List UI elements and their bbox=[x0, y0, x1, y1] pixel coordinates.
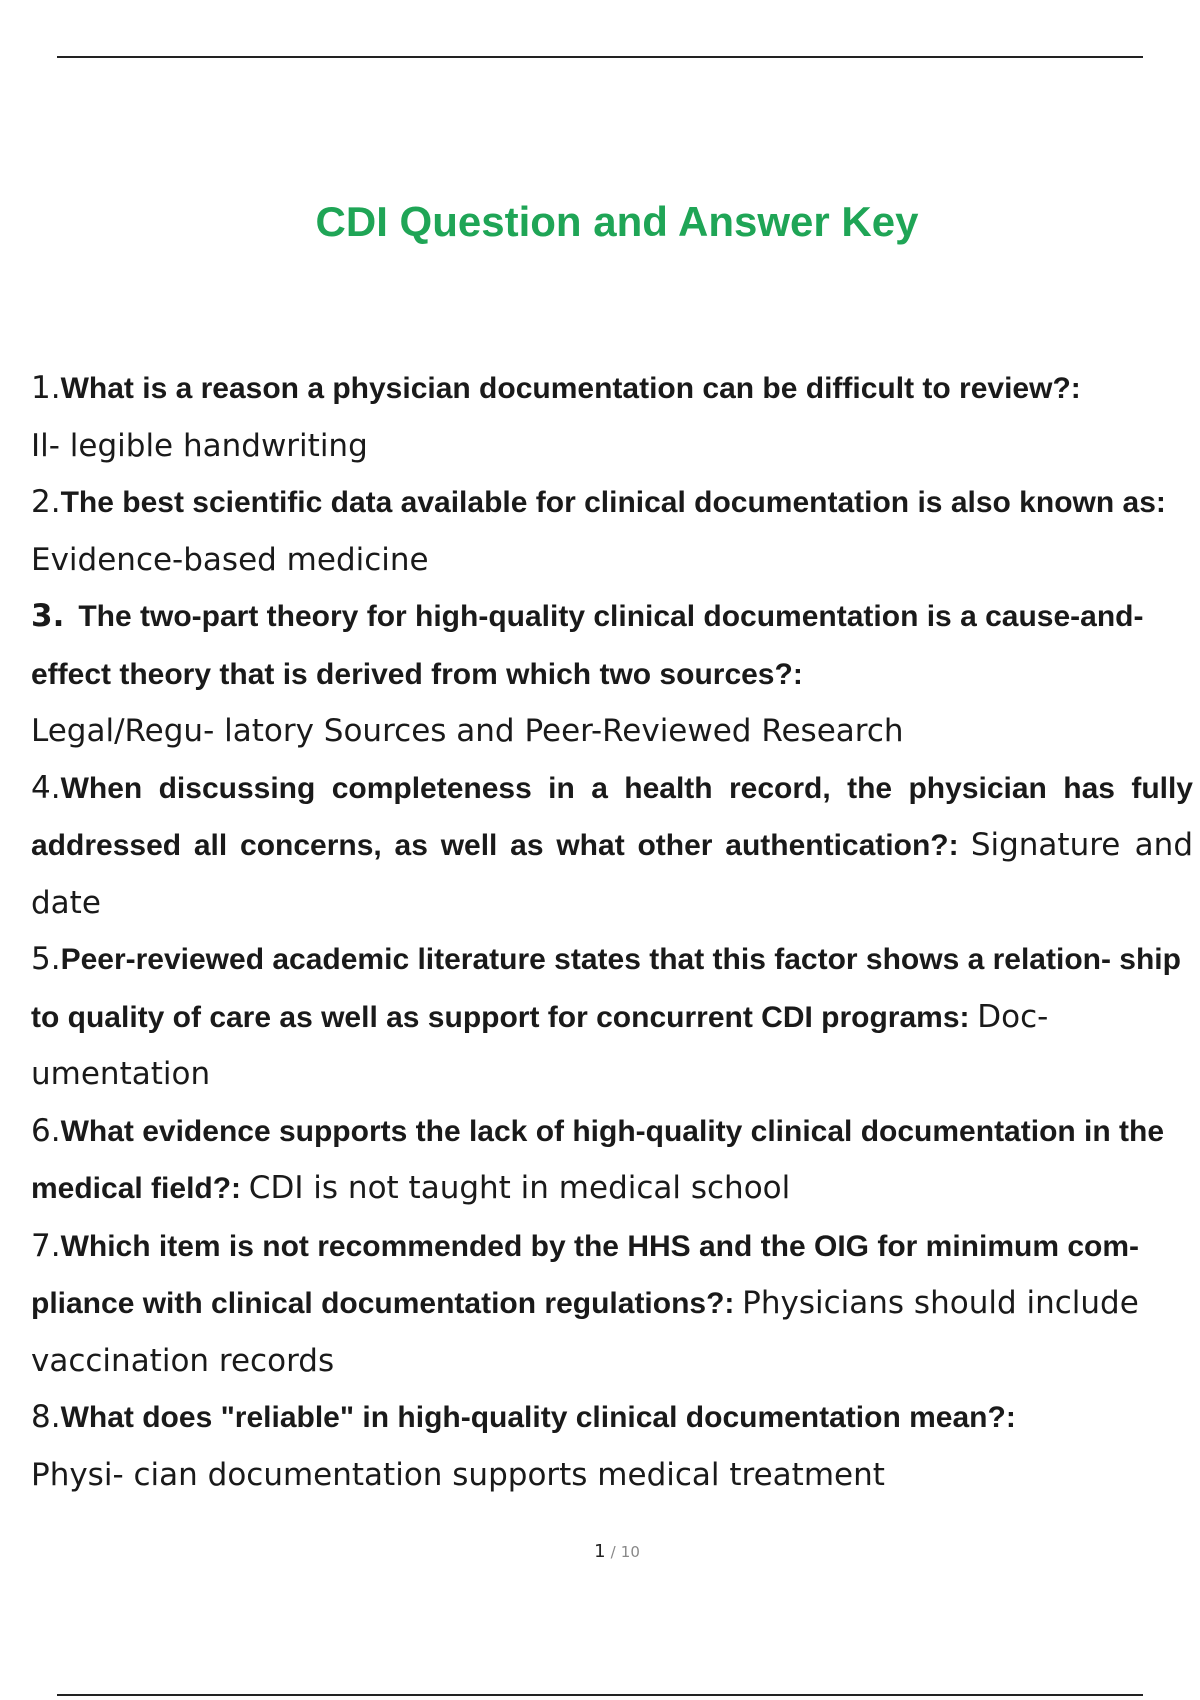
question-number: 5. bbox=[31, 941, 61, 977]
question-number: 7. bbox=[31, 1227, 61, 1264]
qa-item-6 bbox=[31, 1103, 1193, 1218]
question-text: The best scientific data available for clinical documentation is also known as: bbox=[60, 486, 1166, 519]
question-text: Which item is not recommended by the HHS and the OIG for minimum com- pliance with clinical documentation regulations?: bbox=[31, 1229, 1140, 1320]
qa-item-8 bbox=[31, 1389, 1193, 1503]
answer-text: Evidence-based medicine bbox=[31, 541, 429, 578]
question-number: 4. bbox=[31, 769, 61, 806]
answer-text: Doc- umentation bbox=[31, 998, 1049, 1092]
bottom-divider bbox=[57, 1694, 1143, 1696]
question-text: Peer-reviewed academic literature states that this factor shows a relation- ship to quality of care as well as support for concurrent CDI programs: bbox=[31, 943, 1181, 1034]
qa-item-3 bbox=[31, 588, 1193, 760]
page-total: 10 bbox=[620, 1543, 640, 1561]
top-divider bbox=[57, 56, 1143, 58]
qa-item-7 bbox=[31, 1218, 1193, 1390]
question-number: 2. bbox=[31, 484, 61, 520]
qa-item-4 bbox=[31, 760, 1193, 932]
question-number: 8. bbox=[31, 1399, 61, 1435]
question-text: What does "reliable" in high-quality clinical documentation mean?: bbox=[60, 1401, 1016, 1434]
question-text: When discussing completeness in a health record, the physician has fully addressed all concerns, as well as what other authentication?: bbox=[31, 771, 1193, 862]
answer-text: Il- legible handwriting bbox=[31, 427, 368, 464]
question-number: 3. bbox=[31, 598, 65, 634]
answer-text: Legal/Regu- latory Sources and Peer-Reviewed Research bbox=[31, 713, 904, 749]
question-number: 6. bbox=[31, 1112, 61, 1149]
question-text: What is a reason a physician documentation can be difficult to review?: bbox=[60, 372, 1081, 405]
answer-text: Physicians should include vaccination records bbox=[31, 1285, 1139, 1379]
qa-item-2 bbox=[31, 474, 1193, 588]
question-text: The two-part theory for high-quality clinical documentation is a cause-and-effect theory that is derived from which two sources?: bbox=[31, 600, 1144, 691]
answer-text: Signature and date bbox=[31, 827, 1193, 921]
question-number: 1. bbox=[31, 370, 61, 406]
question-text: What evidence supports the lack of high-quality clinical documentation in the medical field?: bbox=[31, 1114, 1165, 1205]
page-title: CDI Question and Answer Key bbox=[315, 198, 919, 245]
answer-text: Physi- cian documentation supports medical treatment bbox=[31, 1456, 885, 1493]
page-separator: / bbox=[610, 1543, 616, 1561]
answer-text: CDI is not taught in medical school bbox=[248, 1170, 791, 1206]
qa-item-5 bbox=[31, 931, 1193, 1103]
qa-item-1 bbox=[31, 360, 1193, 474]
question-list bbox=[31, 360, 1193, 1503]
page-current: 1 bbox=[594, 1541, 606, 1562]
page-number bbox=[0, 1541, 1200, 1562]
